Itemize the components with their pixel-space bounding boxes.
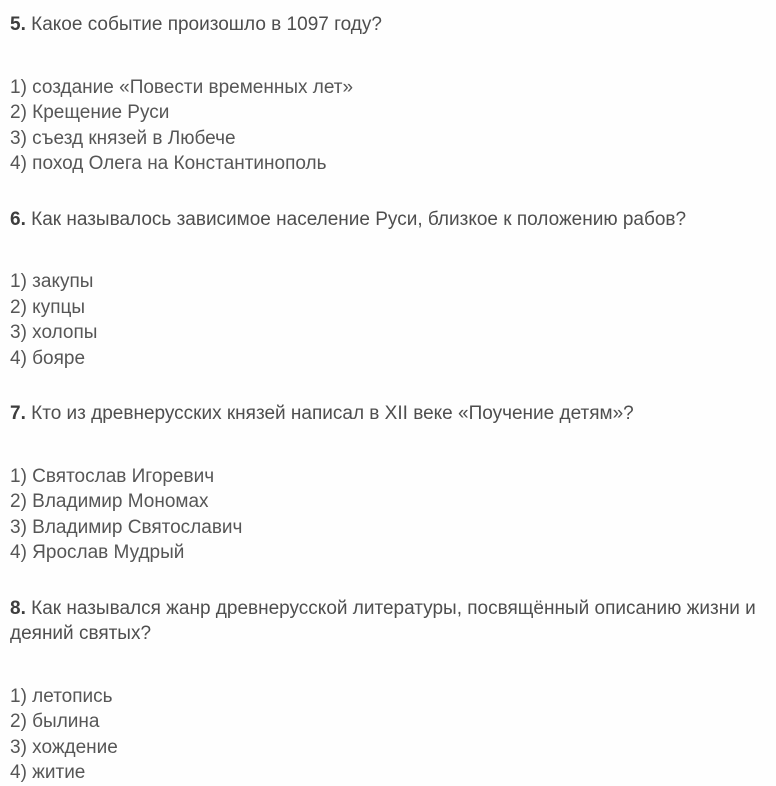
question-5-number: 5. (10, 14, 26, 35)
answer-option: 1) летопись (10, 685, 113, 707)
quiz-page (10, 12, 768, 786)
answer-option: 4) житие (10, 762, 86, 783)
answer-option: 1) Святослав Игоревич (10, 465, 215, 487)
answer-option: 4) Ярослав Мудрый (10, 542, 185, 563)
question-7-options (10, 464, 768, 566)
question-8-text: Как назывался жанр древнерусской литературы, посвящённый описанию жизни и деяний святых? (10, 597, 756, 644)
question-6 (10, 207, 768, 233)
question-8-options (10, 684, 768, 786)
question-5 (10, 12, 768, 38)
question-5-text: Какое событие произошло в 1097 году? (31, 14, 382, 35)
answer-option: 1) создание «Повести временных лет» (10, 76, 354, 98)
question-7-text: Кто из древнерусских князей написал в XII веке «Поучение детям»? (31, 403, 634, 424)
answer-option: 3) съезд князей в Любече (10, 127, 236, 149)
question-8-number: 8. (10, 597, 26, 619)
answer-option: 3) хождение (10, 736, 118, 758)
question-7-number: 7. (10, 403, 26, 424)
question-6-options (10, 269, 768, 371)
question-block-5 (10, 12, 768, 177)
answer-option: 4) бояре (10, 347, 86, 369)
answer-option: 1) закупы (10, 271, 94, 292)
question-block-6 (10, 207, 768, 372)
answer-option: 2) Крещение Руси (10, 102, 170, 123)
answer-option: 2) былина (10, 711, 100, 732)
question-5-options (10, 75, 768, 177)
answer-option: 3) Владимир Святославич (10, 516, 243, 538)
answer-option: 2) Владимир Мономах (10, 491, 209, 512)
answer-option: 4) поход Олега на Константинополь (10, 153, 327, 174)
answer-option: 2) купцы (10, 296, 86, 318)
question-block-7 (10, 401, 768, 566)
question-7 (10, 401, 768, 427)
question-8 (10, 596, 768, 647)
question-block-8 (10, 596, 768, 786)
answer-option: 3) холопы (10, 322, 98, 343)
question-6-number: 6. (10, 208, 26, 230)
question-6-text: Как называлось зависимое население Руси, близкое к положению рабов? (31, 208, 687, 230)
